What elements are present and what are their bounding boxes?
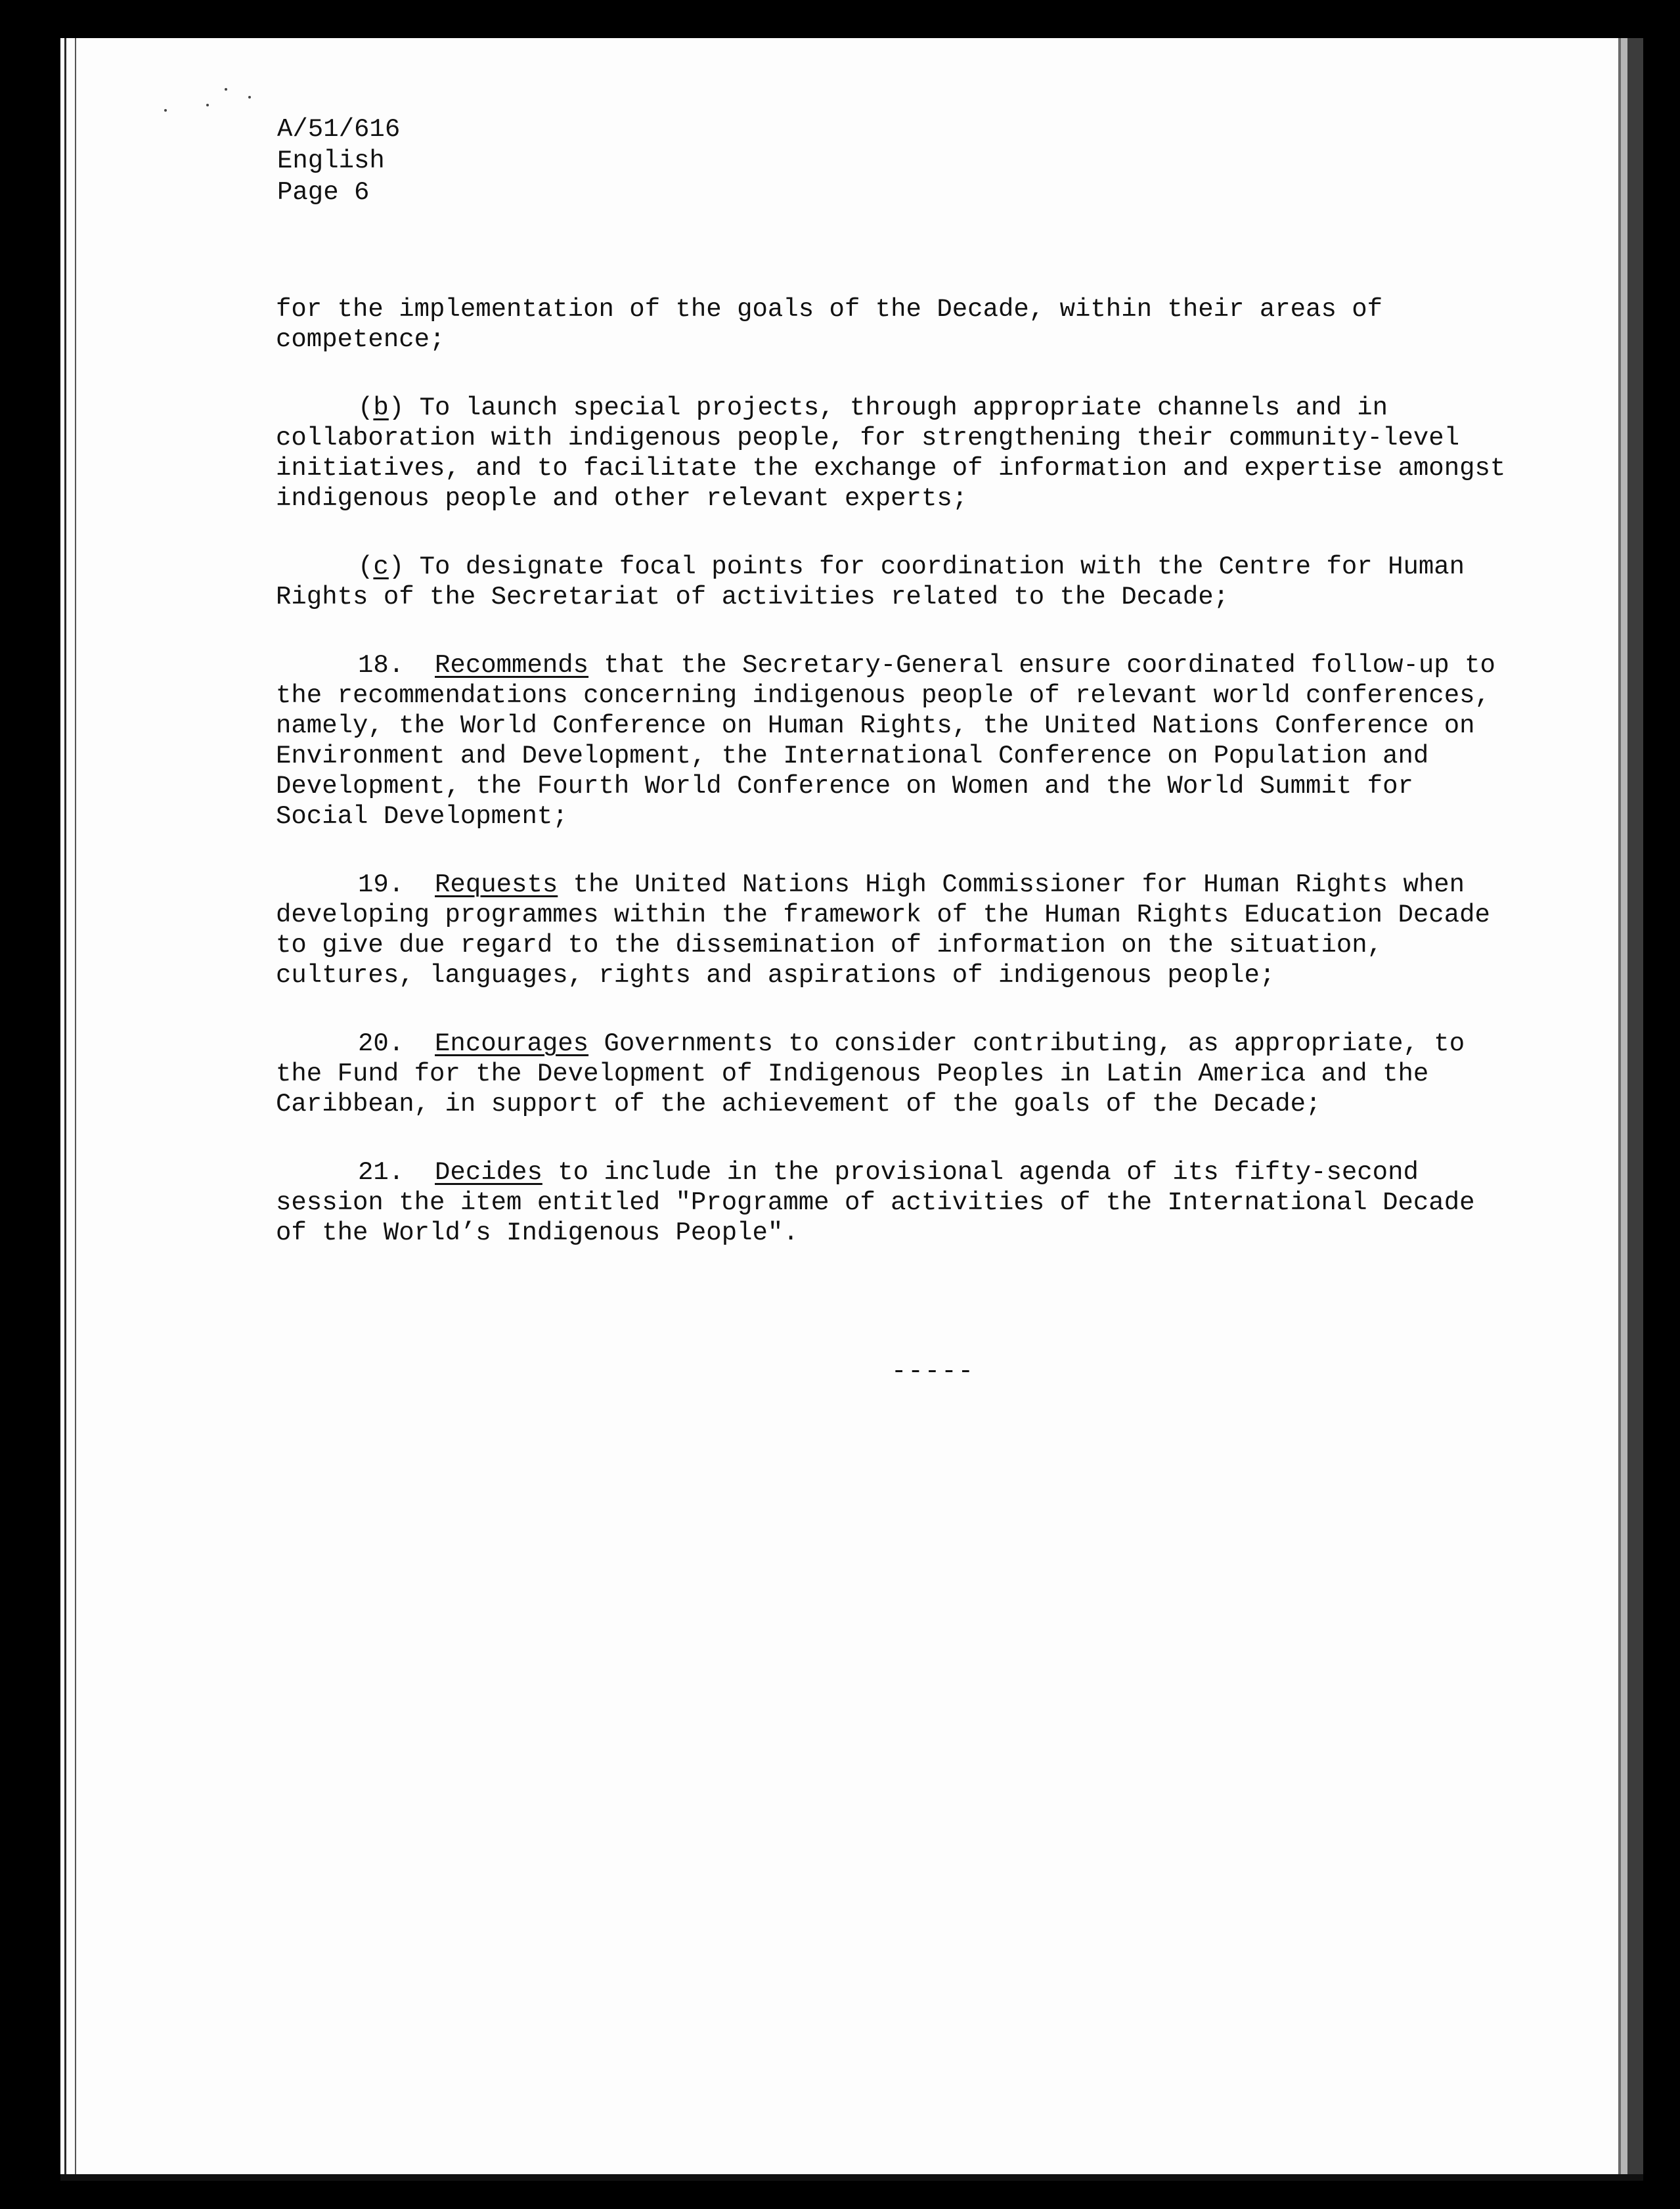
paragraph-18: 18. Recommends that the Secretary-General ensure coordinated follow-up to the recommendations concerning indigenous people of relevant world conferences, namely, the World Conference on Human Rights, the United Nations Conference on Environment and Development, the International Conference on Population and Development, the Fourth World Conference on Women and the World Summit for Social Development; [276, 651, 1495, 831]
operative-verb: Requests [435, 870, 558, 899]
subparagraph-c: (c) To designate focal points for coordination with the Centre for Human Rights of the Secretariat of activities related to the Decade; [276, 552, 1465, 612]
paragraph-number: 20. [358, 1029, 405, 1058]
paragraph-number: 18. [358, 651, 405, 680]
paragraph-21: 21. Decides to include in the provisional agenda of its fifty-second session the item entitled "Programme of activities of the International Decade of the World’s Indigenous People". [276, 1158, 1475, 1247]
subparagraph-letter: b [373, 393, 389, 422]
operative-verb: Encourages [435, 1029, 589, 1058]
operative-verb: Recommends [435, 651, 589, 680]
intro-continuation: for the implementation of the goals of the Decade, within their areas of competence; [276, 295, 1383, 354]
paragraph-19: 19. Requests the United Nations High Commissioner for Human Rights when developing programmes within the framework of the Human Rights Education Decade to give due regard to the dissemination of information on the situation, cultures, languages, rights and aspirations of indigenous people; [276, 870, 1490, 990]
paragraph-number: 21. [358, 1158, 405, 1187]
document-language: English [277, 146, 385, 175]
document-header [277, 114, 400, 208]
scan-speck [225, 88, 227, 91]
document-page [60, 38, 1643, 2181]
end-of-document-mark: ----- [891, 1357, 975, 1386]
operative-verb: Decides [435, 1158, 542, 1187]
subparagraph-b: (b) To launch special projects, through appropriate channels and in collaboration with indigenous people, for strengthening their community-level initiatives, and to facilitate the exchange of information and expertise amongst indigenous people and other relevant experts; [276, 393, 1506, 513]
scan-speck [206, 104, 209, 106]
subparagraph-letter: c [373, 552, 389, 581]
page-number: Page 6 [277, 178, 370, 207]
paragraph-20: 20. Encourages Governments to consider contributing, as appropriate, to the Fund for the Development of Indigenous Peoples in Latin America and the Caribbean, in support of the achievement of the goals of the Decade; [276, 1029, 1465, 1119]
paragraph-number: 19. [358, 870, 405, 899]
document-symbol: A/51/616 [277, 115, 401, 144]
scan-speck [248, 96, 251, 99]
scan-speck [164, 109, 167, 112]
scan-binding-edge [60, 38, 100, 2181]
document-body [276, 294, 1643, 1286]
scan-bottom-edge [60, 2174, 1643, 2181]
